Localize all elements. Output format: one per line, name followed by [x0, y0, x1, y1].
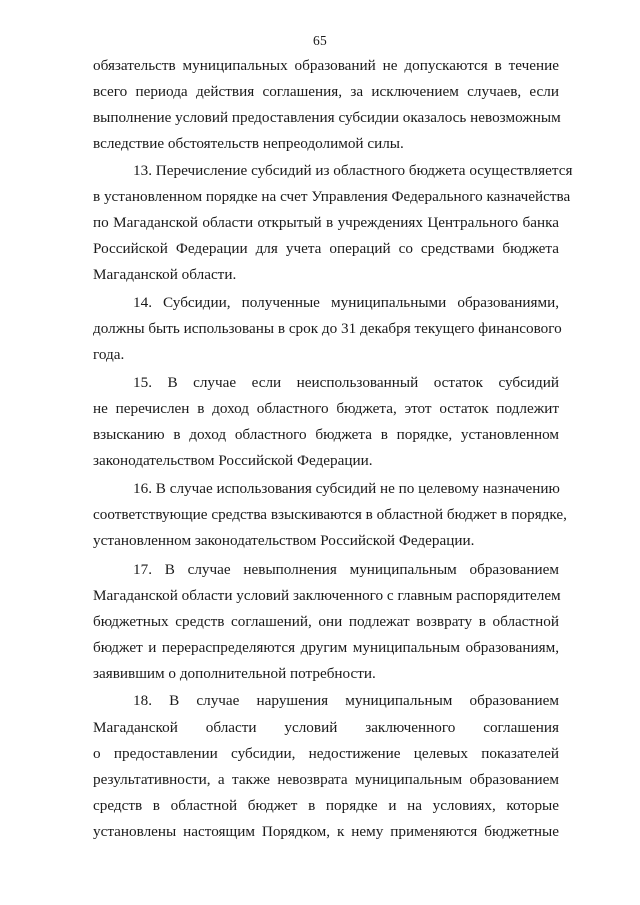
page-number: 65 — [312, 33, 328, 48]
text-line: Магаданской области условий заключенного с главным распорядителем — [93, 587, 561, 604]
text-line: в установленном порядке на счет Управления Федерального казначейства — [93, 188, 571, 205]
text-line: законодательством Российской Федерации. — [93, 452, 373, 469]
text-line: 17. В случае невыполнения муниципальным образованием — [133, 561, 559, 578]
text-line: Российской Федерации для учета операций со средствами бюджета — [93, 240, 559, 257]
text-line: установленном законодательством Российской Федерации. — [93, 532, 475, 549]
text-line: выполнение условий предоставления субсидии оказалось невозможным — [93, 109, 561, 126]
text-line: 18. В случае нарушения муниципальным образованием — [133, 692, 559, 709]
text-line: Магаданской области. — [93, 266, 237, 283]
text-line: по Магаданской области открытый в учреждениях Центрального банка — [93, 214, 559, 231]
text-line: Магаданской области условий заключенного соглашения — [93, 719, 559, 736]
text-line: вследствие обстоятельств непреодолимой силы. — [93, 135, 404, 152]
text-line: соответствующие средства взыскиваются в областной бюджет в порядке, — [93, 506, 567, 523]
text-line: средств в областной бюджет в порядке и на условиях, которые — [93, 797, 559, 814]
text-line: всего периода действия соглашения, за исключением случаев, если — [93, 83, 559, 100]
text-line: о предоставлении субсидии, недостижение целевых показателей — [93, 745, 559, 762]
text-line: 13. Перечисление субсидий из областного бюджета осуществляется — [133, 162, 573, 179]
text-line: заявившим о дополнительной потребности. — [93, 665, 376, 682]
text-line: года. — [93, 346, 125, 363]
text-line: установлены настоящим Порядком, к нему применяются бюджетные — [93, 823, 559, 840]
text-line: бюджет и перераспределяются другим муниципальным образованиям, — [93, 639, 559, 656]
text-line: не перечислен в доход областного бюджета, этот остаток подлежит — [93, 400, 559, 417]
text-line: 14. Субсидии, полученные муниципальными образованиями, — [133, 294, 559, 311]
text-line: взысканию в доход областного бюджета в порядке, установленном — [93, 426, 559, 443]
text-line: обязательств муниципальных образований не допускаются в течение — [93, 57, 559, 74]
text-line: 15. В случае если неиспользованный остаток субсидий — [133, 374, 559, 391]
text-line: 16. В случае использования субсидий не по целевому назначению — [133, 480, 560, 497]
text-line: должны быть использованы в срок до 31 декабря текущего финансового — [93, 320, 562, 337]
text-line: бюджетных средств соглашений, они подлежат возврату в областной — [93, 613, 559, 630]
text-line: результативности, а также невозврата муниципальным образованием — [93, 771, 559, 788]
